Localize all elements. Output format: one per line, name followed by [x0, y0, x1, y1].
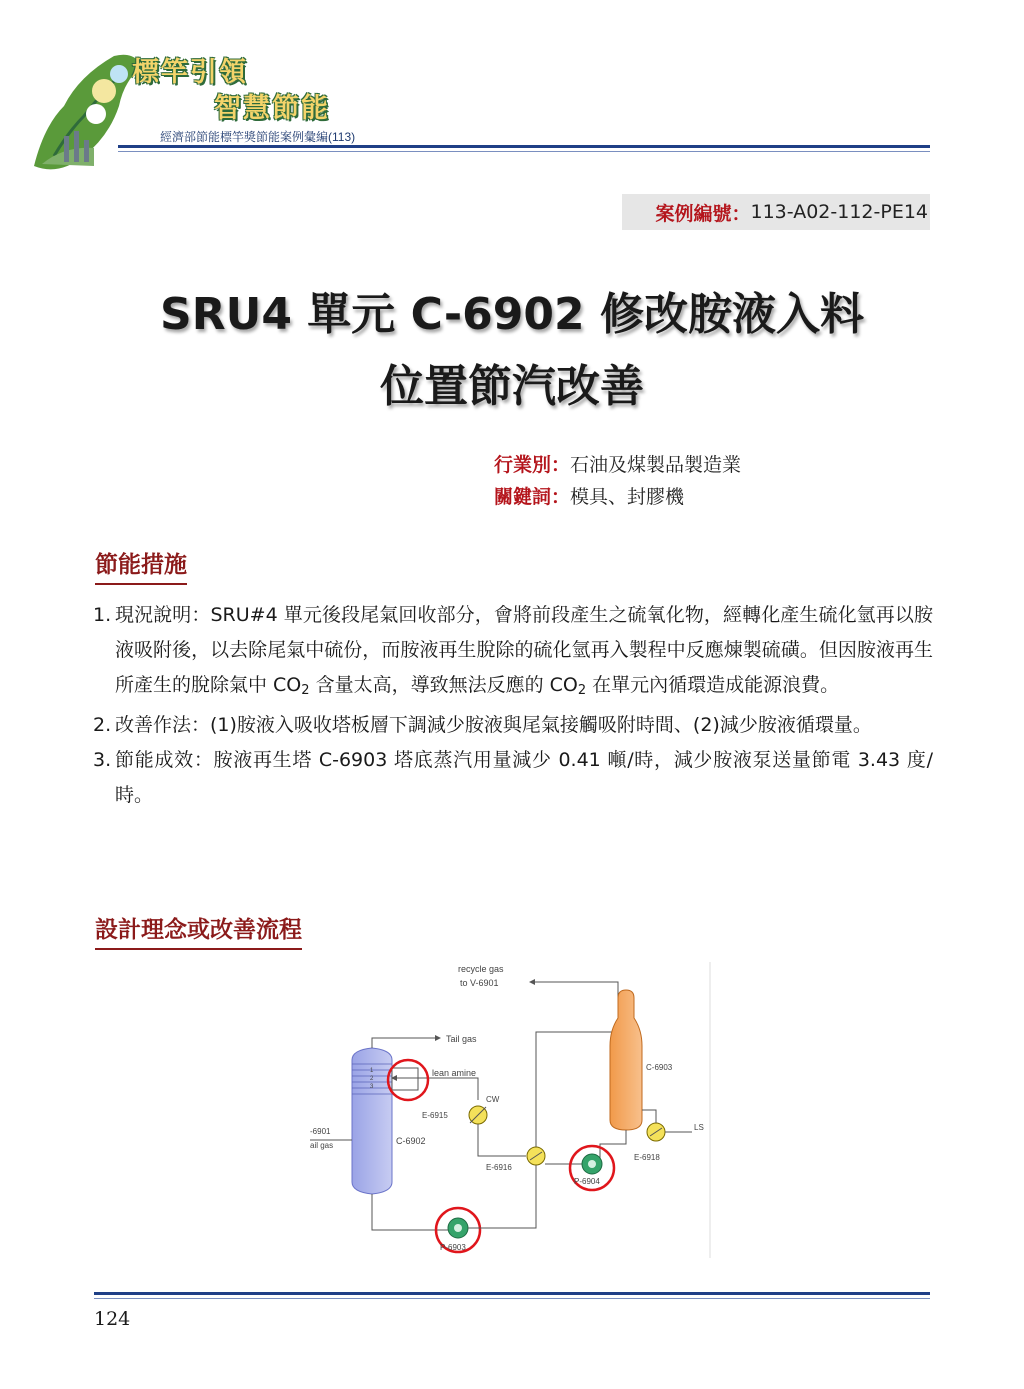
rich-amine-line: [536, 1032, 618, 1147]
section-heading-measures: 節能措施: [95, 546, 187, 585]
item-text: 改善作法：(1)胺液入吸收塔板層下調減少胺液與尾氣接觸吸附時間、(2)減少胺液循環量。: [115, 714, 872, 736]
label-recycle-gas-1: recycle gas: [458, 964, 504, 974]
list-item: [93, 708, 933, 743]
label-feed-2: ail gas: [310, 1141, 334, 1150]
tray-label-1: 1: [370, 1068, 374, 1074]
page-title-line1: SRU4 單元 C-6902 修改胺液入料: [160, 289, 864, 340]
keywords-label: 關鍵詞：: [494, 486, 571, 508]
industry-value: 石油及煤製品製造業: [570, 454, 742, 476]
item-number: 2.: [93, 714, 112, 736]
item-number: 1.: [93, 604, 112, 626]
label-cw: CW: [486, 1095, 500, 1104]
series-title: 經濟部節能標竿獎節能案例彙編(113): [160, 130, 356, 144]
keywords-row: [494, 482, 684, 509]
label-p6904: P-6904: [574, 1177, 600, 1186]
page-header: [0, 0, 1024, 180]
page-number: 124: [94, 1308, 131, 1330]
label-tail-gas: Tail gas: [446, 1034, 477, 1044]
keywords-value: 模具、封膠機: [570, 486, 685, 508]
label-e6916: E-6916: [486, 1163, 512, 1172]
case-id-label: 案例編號：: [655, 202, 751, 225]
subscript: 2: [577, 683, 587, 698]
measures-list: [93, 598, 933, 813]
item-number: 3.: [93, 749, 112, 771]
label-c6903: C-6903: [646, 1063, 673, 1072]
label-c6902: C-6902: [396, 1136, 426, 1146]
header-rule-thin: [118, 151, 930, 152]
tail-gas-line: [372, 1038, 440, 1048]
item-text: 含量太高，導致無法反應的 CO: [309, 674, 578, 696]
industry-label: 行業別：: [494, 454, 571, 476]
tray-label-3: 3: [370, 1084, 374, 1090]
label-e6915: E-6915: [422, 1111, 448, 1120]
list-item: [93, 598, 933, 708]
case-id-box: [622, 194, 930, 230]
footer-rule-thin: [94, 1298, 930, 1299]
regenerator-column-c6903: [610, 990, 642, 1130]
absorber-bottoms-line: [372, 1194, 450, 1230]
recycle-gas-line: [530, 982, 618, 998]
highlight-circle-feed: [388, 1060, 428, 1100]
logo-text-line1: 標竿引領: [132, 57, 248, 88]
label-p6903: P-6903: [440, 1243, 466, 1252]
label-e6918: E-6918: [634, 1153, 660, 1162]
lean-return-line: [478, 1124, 526, 1156]
label-recycle-gas-2: to V-6901: [460, 978, 499, 988]
label-lean-amine: lean amine: [432, 1068, 477, 1078]
reboiler-loop: [642, 1110, 656, 1123]
section-heading-design: 設計理念或改善流程: [95, 911, 302, 950]
subscript: 2: [301, 683, 310, 698]
industry-row: [494, 450, 741, 477]
logo-text-line2: 智慧節能: [214, 93, 330, 124]
page-title-line2: 位置節汽改善: [380, 361, 644, 412]
label-ls: LS: [694, 1123, 704, 1132]
header-rule: [118, 145, 930, 148]
item-text: 在單元內循環造成能源浪費。: [586, 674, 840, 696]
lean-amine-line: [392, 1078, 478, 1100]
lean-amine-bracket: [392, 1068, 418, 1090]
item-text: 節能成效：胺液再生塔 C-6903 塔底蒸汽用量減少 0.41 噸/時，減少胺液泵送量節電 3.43 度/時。: [115, 749, 933, 806]
label-feed-1: -6901: [310, 1127, 331, 1136]
item-text: 現況說明：SRU#4 單元後段尾氣回收部分，會將前段產生之硫氧化物，經轉化產生硫化氫再以胺液吸附後，以去除尾氣中硫份，而胺液再生脫除的硫化氫再入製程中反應煉製硫磺。但因胺液再生所產生的脫除氣中 CO: [115, 604, 933, 696]
footer-rule: [94, 1292, 930, 1295]
tray-label-2: 2: [370, 1076, 374, 1082]
process-flow-diagram: [300, 960, 720, 1260]
list-item: [93, 743, 933, 813]
case-id-value: 113-A02-112-PE14: [750, 201, 928, 223]
